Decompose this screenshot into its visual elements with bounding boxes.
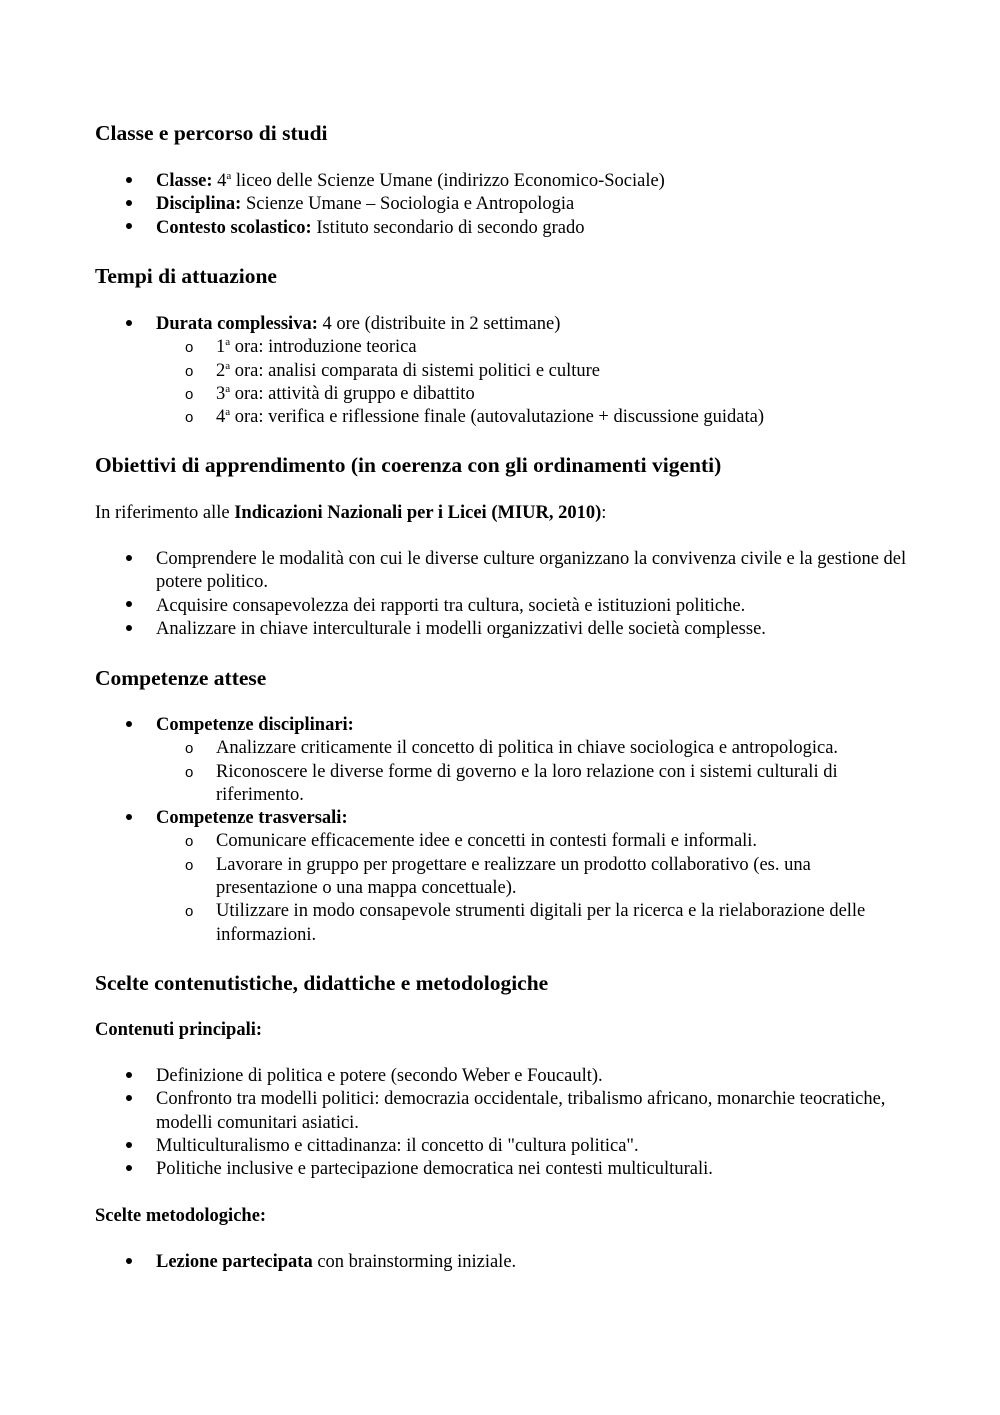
metodologiche-heading: Scelte metodologiche: — [95, 1206, 267, 1226]
bullet-icon — [124, 595, 134, 618]
sub-list-item: o 2$^a$ ora: analisi comparata di sistemi politici e culture — [95, 360, 915, 383]
section-title: Obiettivi di apprendimento (in coerenza con gli ordinamenti vigenti) — [95, 453, 722, 477]
circle-bullet-icon: o — [185, 409, 194, 427]
classe-list — [95, 170, 915, 240]
obiettivi-list — [95, 548, 915, 641]
circle-bullet-icon: o — [185, 339, 194, 357]
bullet-icon — [124, 1158, 134, 1181]
circle-bullet-icon: o — [185, 903, 194, 921]
list-item: Acquisire consapevolezza dei rapporti tra cultura, società e istituzioni politiche. — [95, 595, 915, 618]
list-item: Comprendere le modalità con cui le diverse culture organizzano la convivenza civile e la gestione del potere politico. — [95, 548, 915, 595]
circle-bullet-icon: o — [185, 763, 194, 781]
list-item: Politiche inclusive e partecipazione democratica nei contesti multiculturali. — [95, 1158, 915, 1181]
list-item: Durata complessiva: 4 ore (distribuite in 2 settimane) — [95, 313, 915, 336]
section-competenze — [95, 665, 915, 691]
section-tempi — [95, 263, 915, 289]
list-item: Competenze disciplinari: — [95, 714, 915, 737]
bullet-icon — [124, 1251, 134, 1274]
bullet-icon — [124, 714, 134, 737]
bullet-icon — [124, 807, 134, 830]
section-scelte — [95, 970, 915, 996]
section-classe — [95, 120, 915, 146]
bullet-icon — [124, 217, 134, 240]
section-title: Tempi di attuazione — [95, 264, 277, 288]
contenuti-list — [95, 1065, 915, 1181]
bullet-icon — [124, 548, 134, 571]
sub-list-item: o Riconoscere le diverse forme di governo e la loro relazione con i sistemi culturali di riferimento. — [185, 761, 838, 805]
circle-bullet-icon: o — [185, 856, 194, 874]
sub-list-item: o Comunicare efficacemente idee e concetti in contesti formali e informali. — [95, 830, 915, 853]
circle-bullet-icon: o — [185, 362, 194, 380]
list-item: Definizione di politica e potere (secondo Weber e Foucault). — [95, 1065, 915, 1088]
sub-list-item: o 4$^a$ ora: verifica e riflessione finale (autovalutazione + discussione guidata) — [95, 406, 915, 429]
bullet-icon — [124, 170, 134, 193]
bullet-icon — [124, 1088, 134, 1111]
list-item: Contesto scolastico: Istituto secondario di secondo grado — [95, 217, 915, 240]
competenze-list — [95, 714, 915, 947]
section-title: Scelte contenutistiche, didattiche e metodologiche — [95, 971, 549, 995]
metodologiche-list — [95, 1251, 915, 1274]
list-item: Competenze trasversali: — [95, 807, 915, 830]
list-item: Lezione partecipata con brainstorming iniziale. — [95, 1251, 915, 1274]
bullet-icon — [124, 1135, 134, 1158]
bullet-icon — [124, 1065, 134, 1088]
sub-list-item: o Utilizzare in modo consapevole strumenti digitali per la ricerca e la rielaborazione delle informazioni. — [185, 901, 866, 945]
bullet-icon — [124, 618, 134, 641]
list-item: Multiculturalismo e cittadinanza: il concetto di "cultura politica". — [95, 1135, 915, 1158]
section-title: Classe e percorso di studi — [95, 121, 328, 145]
sub-list-item: o Lavorare in gruppo per progettare e realizzare un prodotto collaborativo (es. una presentazione o una mappa concettuale). — [185, 854, 811, 899]
obiettivi-intro: In riferimento alle Indicazioni Nazionali per i Licei (MIUR, 2010): — [95, 503, 607, 523]
sub-list-item: o 3$^a$ ora: attività di gruppo e dibattito — [95, 383, 915, 406]
bullet-icon — [124, 193, 134, 216]
tempi-list — [95, 313, 915, 429]
sub-list-item: o 1$^a$ ora: introduzione teorica — [95, 336, 915, 359]
sub-list-item: o Analizzare criticamente il concetto di politica in chiave sociologica e antropologica. — [95, 737, 915, 760]
list-item: Classe: 4$^a$ liceo delle Scienze Umane (indirizzo Economico-Sociale) — [95, 170, 915, 193]
circle-bullet-icon: o — [185, 740, 194, 758]
section-obiettivi — [95, 452, 915, 478]
section-title: Competenze attese — [95, 666, 267, 690]
list-item: Disciplina: Scienze Umane – Sociologia e Antropologia — [95, 193, 915, 216]
circle-bullet-icon: o — [185, 833, 194, 851]
circle-bullet-icon: o — [185, 385, 194, 403]
list-item: Analizzare in chiave interculturale i modelli organizzativi delle società complesse. — [95, 618, 915, 641]
bullet-icon — [124, 313, 134, 336]
contenuti-heading: Contenuti principali: — [95, 1020, 263, 1040]
list-item: Confronto tra modelli politici: democrazia occidentale, tribalismo africano, monarchie teocratiche, modelli comunitari asiatici. — [95, 1088, 915, 1135]
